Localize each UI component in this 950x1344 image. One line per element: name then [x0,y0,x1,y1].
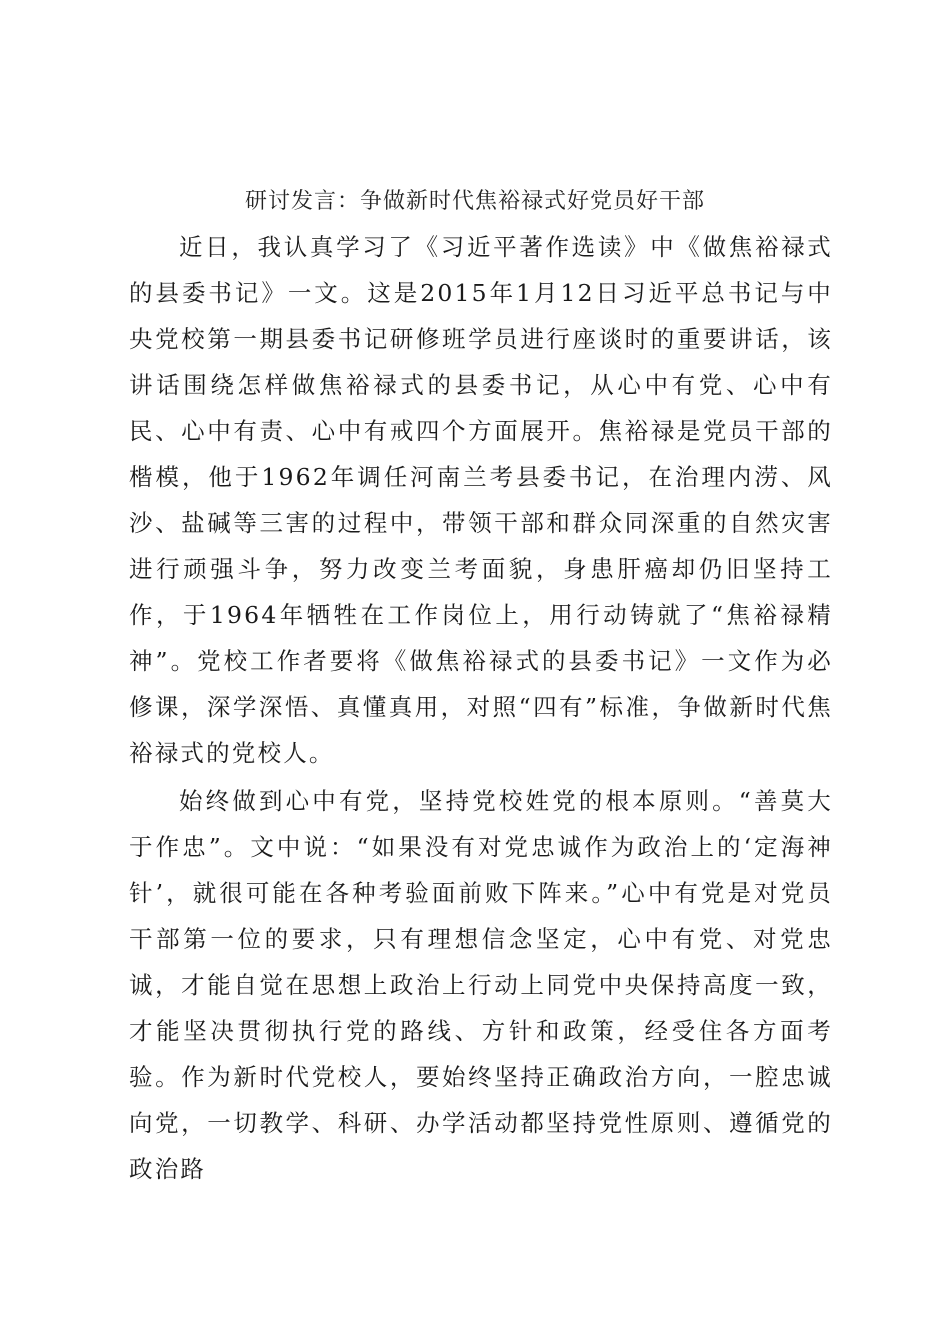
body-paragraph: 始终做到心中有党，坚持党校姓党的根本原则。“善莫大于作忠”。文中说：“如果没有对党忠诚作为政治上的‘定海神针’，就很可能在各种考验面前败下阵来。”心中有党是对党员干部第一位的要求，只有理想信念坚定，心中有党、对党忠诚，才能自觉在思想上政治上行动上同党中央保持高度一致，才能坚决贯彻执行党的路线、方针和政策，经受住各方面考验。作为新时代党校人，要始终坚持正确政治方向，一腔忠诚向党，一切教学、科研、办学活动都坚持党性原则、遵循党的政治路 [129,787,833,1183]
document-title: 研讨发言：争做新时代焦裕禄式好党员好干部 [244,189,705,214]
document-body [129,224,833,1192]
body-paragraph: 近日，我认真学习了《习近平著作选读》中《做焦裕禄式的县委书记》一文。这是2015年1月12日习近平总书记与中央党校第一期县委书记研修班学员进行座谈时的重要讲话，该讲话围绕怎样做焦裕禄式的县委书记，从心中有党、心中有民、心中有责、心中有戒四个方面展开。焦裕禄是党员干部的楷模，他于1962年调任河南兰考县委书记，在治理内涝、风沙、盐碱等三害的过程中，带领干部和群众同深重的自然灾害进行顽强斗争，努力改变兰考面貌，身患肝癌却仍旧坚持工作，于1964年牺牲在工作岗位上，用行动铸就了“焦裕禄精神”。党校工作者要将《做焦裕禄式的县委书记》一文作为必修课，深学深悟、真懂真用，对照“四有”标准，争做新时代焦裕禄式的党校人。 [129,233,833,767]
